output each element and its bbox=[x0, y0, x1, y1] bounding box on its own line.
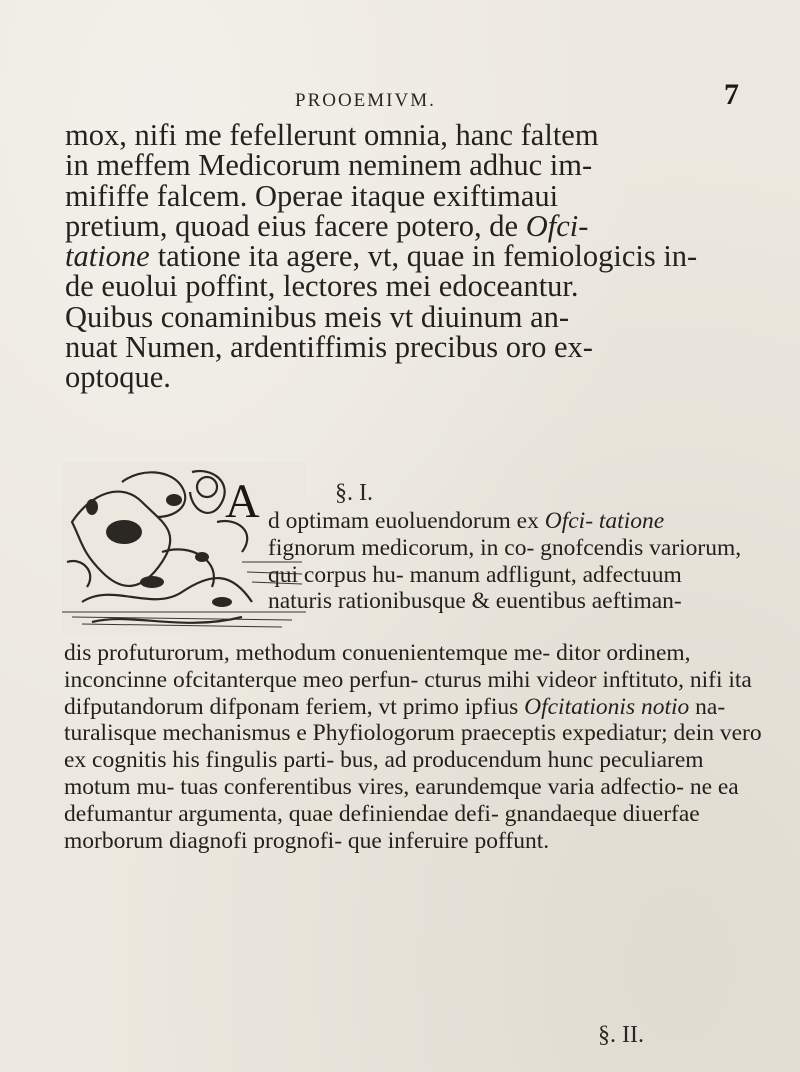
text-line: ditor ordinem, inconcinne ofcitanterque meo perfun- bbox=[64, 640, 691, 693]
running-head bbox=[0, 78, 800, 118]
text-line bbox=[210, 694, 726, 720]
text-segment: d optimam euoluendorum ex bbox=[268, 508, 545, 534]
text-line: tuas conferentibus vires, earundemque varia adfectio- bbox=[180, 773, 684, 800]
text-line: dis profuturorum, methodum conuenientemque me- bbox=[64, 640, 551, 666]
text-line: Quibus conaminibus meis vt diuinum an- bbox=[65, 299, 570, 334]
section-mark: §. I. bbox=[335, 480, 373, 506]
italic-term: tatione bbox=[65, 239, 150, 274]
text-segment: na- bbox=[689, 693, 726, 720]
text-line: que inferuire poffunt. bbox=[347, 827, 550, 854]
italic-term: tatione bbox=[598, 508, 665, 534]
text-line: turalisque mechanismus e Phyfiologorum praeceptis bbox=[64, 720, 557, 747]
text-line: manum adfligunt, adfectuum naturis bbox=[268, 561, 682, 615]
next-section-mark: §. II. bbox=[598, 1022, 644, 1048]
text-line bbox=[268, 508, 593, 534]
text-segment: pretium, quoad eius facere potero, de bbox=[65, 208, 526, 243]
text-segment: difponam feriem, vt primo ipfius bbox=[209, 693, 525, 720]
text-line: de euolui poffint, lectores mei edoceantur. bbox=[65, 269, 579, 304]
text-line: gnandaeque diuerfae morborum diagnofi prognofi- bbox=[64, 800, 700, 854]
section-body bbox=[64, 640, 764, 854]
italic-term: Ofci- bbox=[544, 508, 594, 534]
text-line: bus, ad producendum hunc peculiarem motum mu- bbox=[64, 747, 704, 800]
text-segment: tatione ita agere, vt, quae in femiologicis in- bbox=[157, 239, 698, 274]
text-line: cturus mihi videor inftituto, nifi ita difputandorum bbox=[64, 666, 752, 720]
text-line bbox=[65, 239, 765, 274]
text-segment: fignorum medicorum, in co- bbox=[268, 534, 535, 561]
text-line: optoque. bbox=[65, 360, 171, 395]
text-line: gnofcendis variorum, qui corpus hu- bbox=[268, 534, 742, 588]
text-line: nuat Numen, ardentiffimis precibus oro ex- bbox=[65, 330, 593, 365]
text-line bbox=[65, 208, 765, 243]
running-title: PROOEMIVM. bbox=[295, 90, 436, 111]
text-line: expediatur; dein vero ex cognitis his fingulis parti- bbox=[64, 720, 762, 774]
page-number: 7 bbox=[724, 78, 739, 111]
text-line: ne ea defumantur argumenta, quae definiendae defi- bbox=[64, 773, 739, 827]
italic-term: Ofcitationis notio bbox=[524, 693, 690, 720]
text-line: rationibusque & euentibus aeftiman- bbox=[337, 588, 682, 615]
text-line: mox, nifi me fefellerunt omnia, hanc faltem bbox=[65, 118, 599, 152]
drop-capital: A bbox=[225, 475, 260, 528]
text-line: in meffem Medicorum neminem adhuc im- bbox=[65, 148, 593, 183]
section-opening-lines bbox=[268, 508, 748, 615]
text-line: mififfe falcem. Operae itaque exiftimaui bbox=[65, 178, 559, 213]
italic-term: Ofci- bbox=[525, 208, 589, 243]
intro-paragraph bbox=[65, 120, 765, 393]
